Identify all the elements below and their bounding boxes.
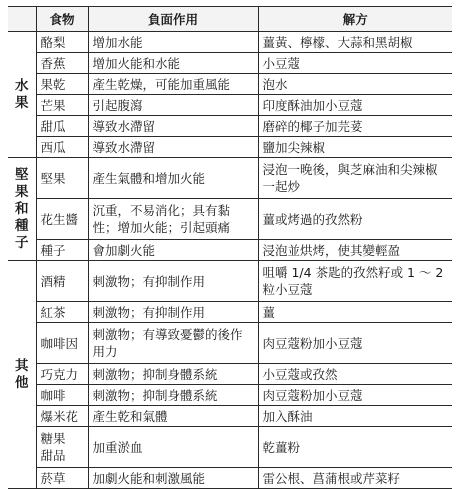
category-label: 其他 [15,357,29,391]
food-cell: 西瓜 [36,137,88,158]
negative-cell: 產生乾燥，可能加重風能 [88,74,258,95]
header-row [8,7,452,32]
food-cell: 咖啡 [36,385,88,406]
remedy-cell: 鹽加尖辣椒 [258,137,452,158]
food-header: 食物 [36,7,88,32]
table-row [8,158,452,199]
negative-cell: 引起腹瀉 [88,95,258,116]
table-row [8,427,452,468]
food-cell: 巧克力 [36,364,88,385]
negative-cell: 會加劇火能 [88,240,258,261]
negative-cell: 加重淤血 [88,427,258,468]
table-row [8,302,452,323]
remedy-header: 解方 [258,7,452,32]
table-row [8,323,452,364]
remedy-cell: 加入酥油 [258,406,452,427]
food-remedy-table [8,6,452,489]
category-fruit [8,32,36,158]
negative-cell: 產生氣體和增加火能 [88,158,258,199]
table-row [8,74,452,95]
negative-cell: 增加水能 [88,32,258,53]
food-cell: 咖啡因 [36,323,88,364]
remedy-cell: 磨碎的椰子加芫荽 [258,116,452,137]
negative-cell: 加劇火能和刺激風能 [88,468,258,489]
remedy-cell: 乾薑粉 [258,427,452,468]
table-row [8,468,452,489]
negative-cell: 刺激物；有抑制作用 [88,261,258,302]
category-other [8,261,36,489]
table-row [8,53,452,74]
table-row [8,240,452,261]
remedy-cell: 浸泡並烘烤，使其變輕盈 [258,240,452,261]
negative-cell: 產生乾和氣體 [88,406,258,427]
food-cell: 爆米花 [36,406,88,427]
food-cell [36,427,88,468]
negative-cell: 刺激物；有抑制作用 [88,302,258,323]
remedy-cell: 咀嚼 1/4 茶匙的孜然籽或 1 ～ 2 粒小豆蔻 [258,261,452,302]
negative-cell: 刺激物；抑制身體系統 [88,364,258,385]
remedy-cell: 雷公根、菖蒲根或芹菜籽 [258,468,452,489]
food-cell: 紅茶 [36,302,88,323]
remedy-cell: 印度酥油加小豆蔻 [258,95,452,116]
remedy-cell: 浸泡一晚後，與芝麻油和尖辣椒一起炒 [258,158,452,199]
category-label: 水果 [15,77,29,111]
remedy-cell: 薑黃、檸檬、大蒜和黑胡椒 [258,32,452,53]
food-cell: 種子 [36,240,88,261]
negative-cell: 刺激物；有導致憂鬱的後作用力 [88,323,258,364]
remedy-cell: 肉豆蔻粉加小豆蔻 [258,323,452,364]
negative-cell: 導致水滯留 [88,116,258,137]
food-cell: 芒果 [36,95,88,116]
table-row [8,385,452,406]
remedy-cell: 薑或烤過的孜然粉 [258,199,452,240]
remedy-cell: 小豆蔻 [258,53,452,74]
table-row [8,32,452,53]
food-cell: 酒精 [36,261,88,302]
table-row [8,116,452,137]
category-header [8,7,36,32]
remedy-cell: 薑 [258,302,452,323]
remedy-cell: 泡水 [258,74,452,95]
table-row [8,199,452,240]
food-cell: 甜瓜 [36,116,88,137]
table-row [8,406,452,427]
negative-cell: 導致水滯留 [88,137,258,158]
remedy-cell: 肉豆蔻粉加小豆蔻 [258,385,452,406]
table-row [8,95,452,116]
food-label: 糖果甜品 [40,431,66,463]
food-cell: 香蕉 [36,53,88,74]
category-nuts-seeds [8,158,36,261]
food-cell: 酪梨 [36,32,88,53]
negative-cell: 增加火能和水能 [88,53,258,74]
table-container [8,6,452,489]
negative-effect-header: 負面作用 [88,7,258,32]
food-cell: 果乾 [36,74,88,95]
table-row [8,137,452,158]
remedy-cell: 小豆蔻或孜然 [258,364,452,385]
negative-cell: 沉重，不易消化；具有黏性；增加火能；引起頭痛 [88,199,258,240]
negative-cell: 刺激物；抑制身體系統 [88,385,258,406]
table-row [8,364,452,385]
food-cell: 菸草 [36,468,88,489]
table-row [8,261,452,302]
food-cell: 花生醬 [36,199,88,240]
category-label: 堅果和種子 [15,166,29,251]
food-cell: 堅果 [36,158,88,199]
